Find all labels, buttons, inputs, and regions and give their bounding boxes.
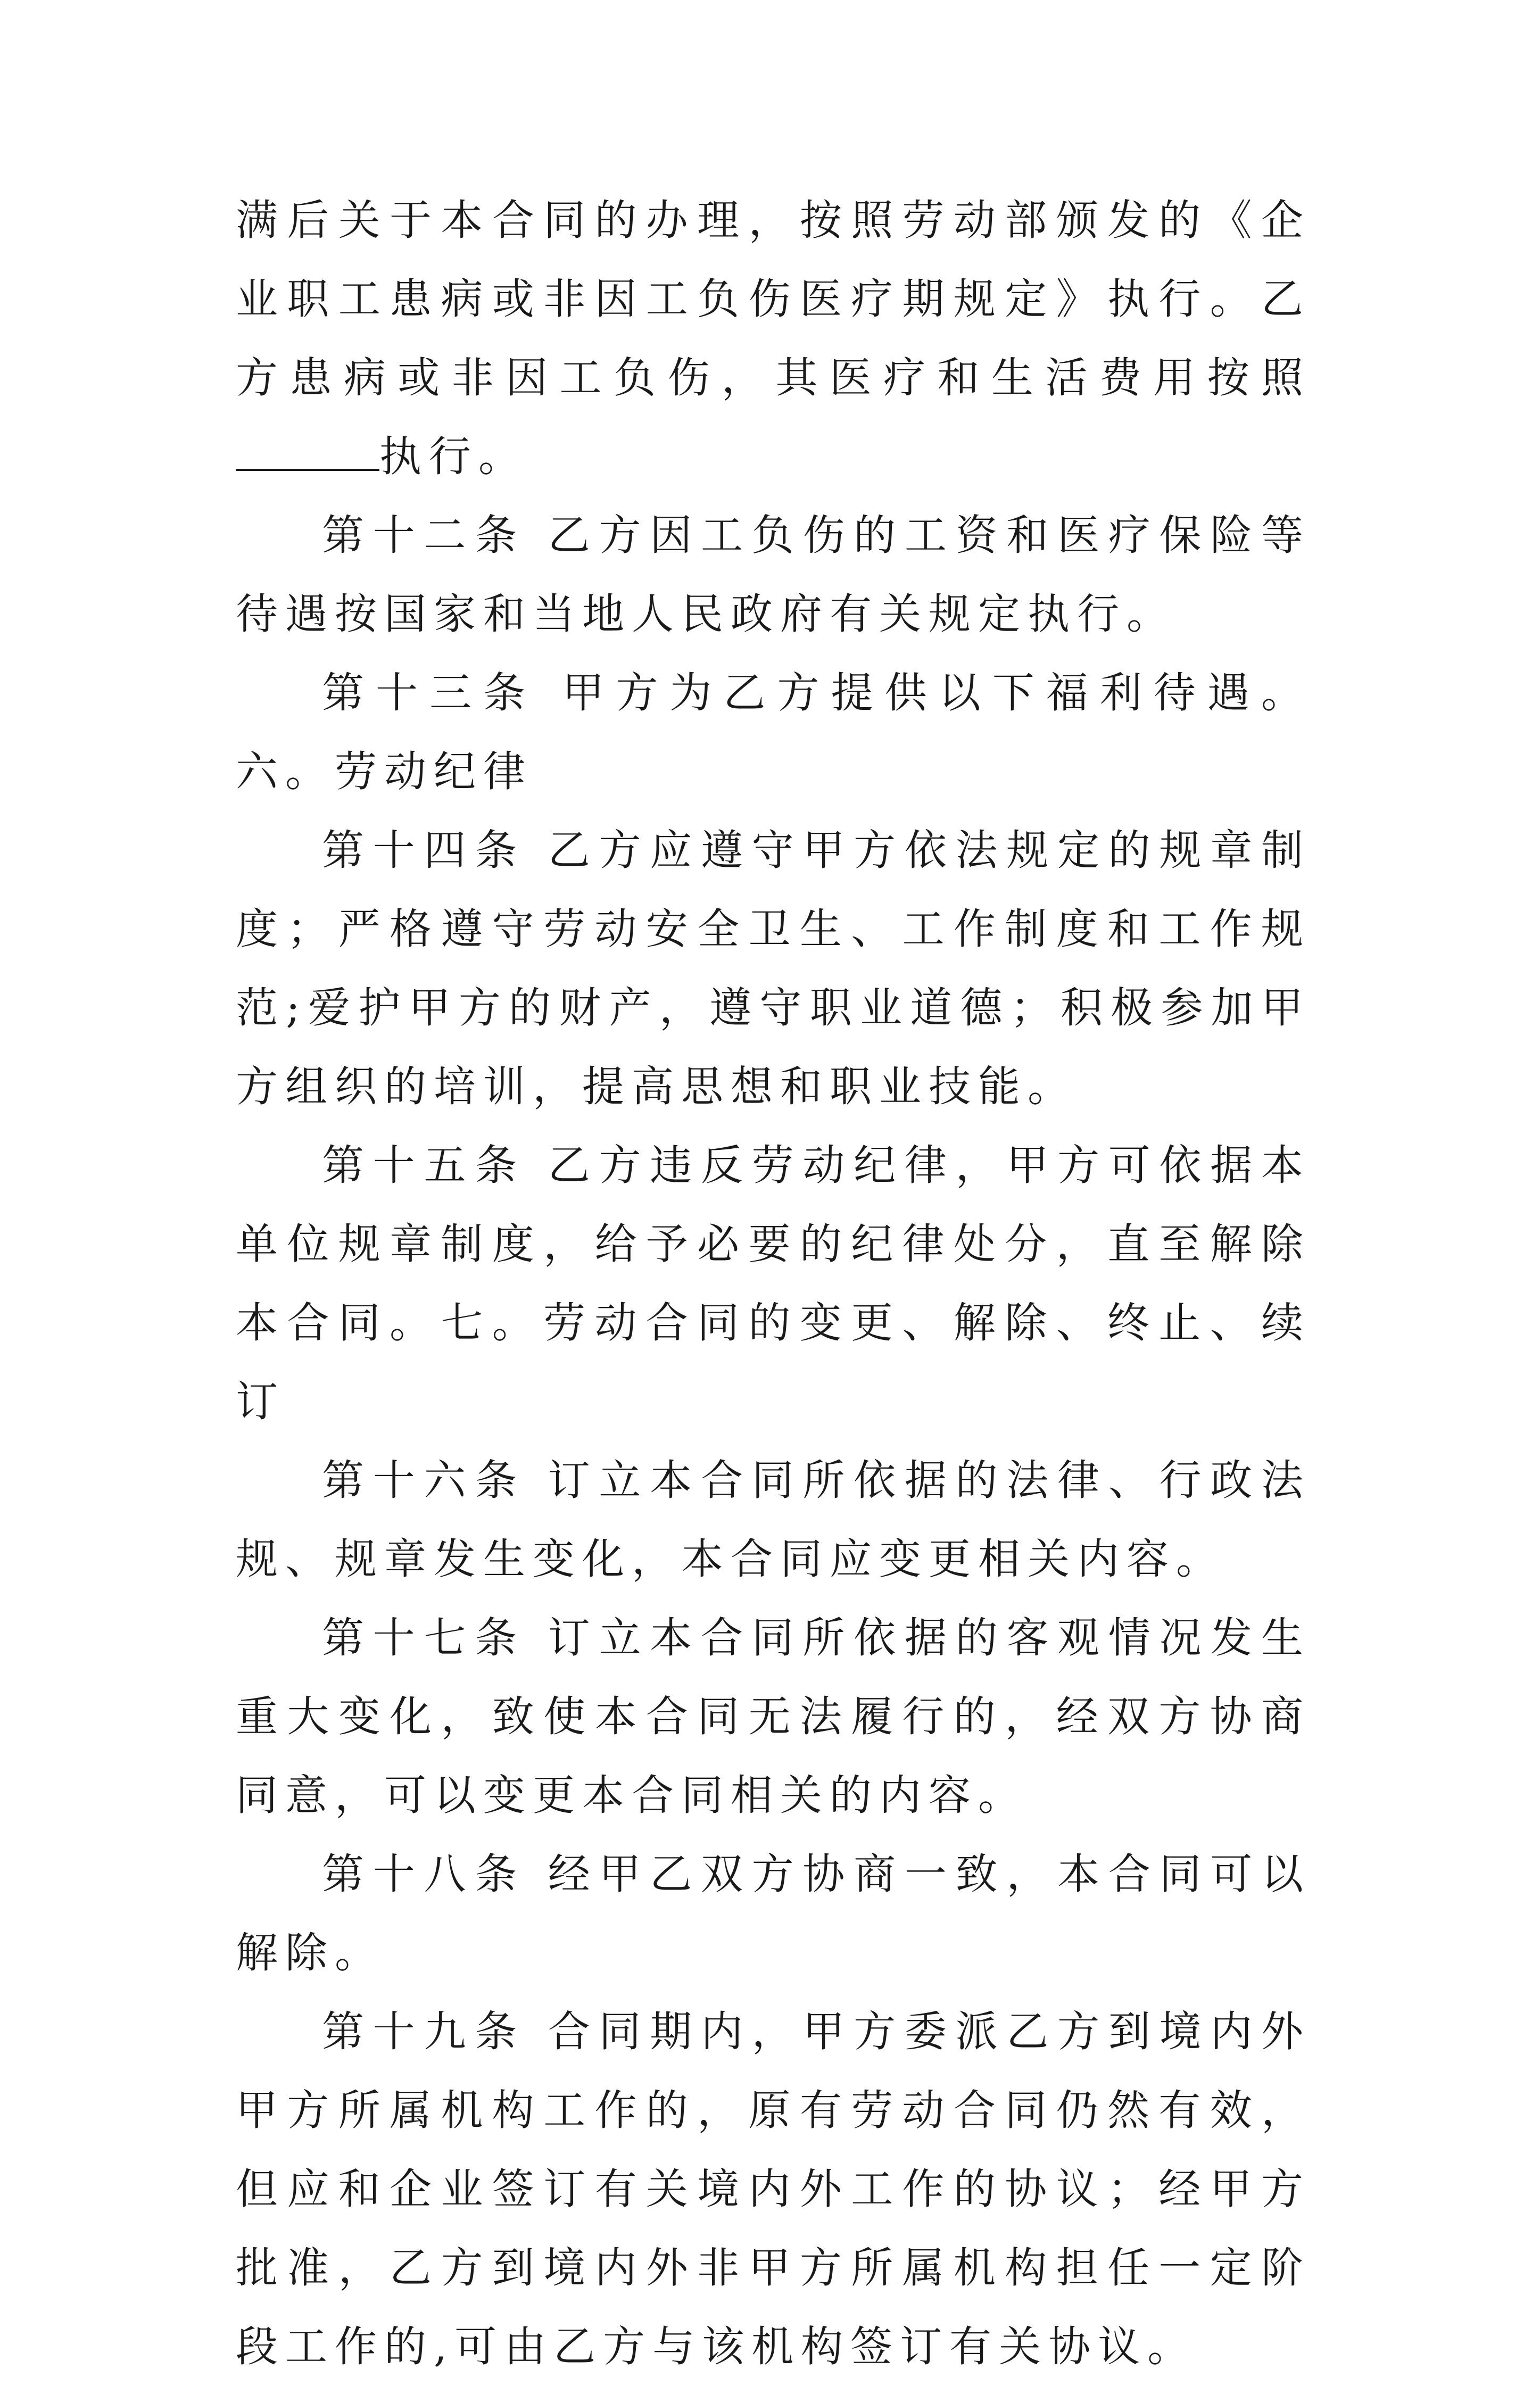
- article-16: 第十六条 订立本合同所依据的法律、行政法规、规章发生变化，本合同应变更相关内容。: [236, 1456, 1311, 1584]
- paragraph-text: 执行。: [379, 432, 528, 481]
- article-12: 第十二条 乙方因工负伤的工资和医疗保险等待遇按国家和当地人民政府有关规定执行。: [236, 511, 1311, 639]
- article-18: 第十八条 经甲乙双方协商一致，本合同可以解除。: [236, 1850, 1311, 1977]
- fill-in-blank: [236, 436, 379, 471]
- paragraph-text: 满后关于本合同的办理，按照劳动部颁发的《企业职工患病或非因工负伤医疗期规定》执行。乙方患病或非因工负伤，其医疗和生活费用按照: [236, 196, 1311, 402]
- article-14: 第十四条 乙方应遵守甲方依法规定的规章制度；严格遵守劳动安全卫生、工作制度和工作规范;爱护甲方的财产，遵守职业道德；积极参加甲方组织的培训，提高思想和职业技能。: [236, 826, 1311, 1111]
- article-19: 第十九条 合同期内，甲方委派乙方到境内外甲方所属机构工作的，原有劳动合同仍然有效，但应和企业签订有关境内外工作的协议；经甲方批准，乙方到境内外非甲方所属机构担任一定阶段工作的,可由乙方与该机构签订有关协议。: [236, 2007, 1311, 2371]
- article-13: 第十三条 甲方为乙方提供以下福利待遇。六。劳动纪律: [236, 668, 1311, 796]
- paragraph-medical-period: [236, 181, 1311, 496]
- document-body: [236, 181, 1311, 2386]
- article-17: 第十七条 订立本合同所依据的客观情况发生重大变化，致使本合同无法履行的，经双方协商同意，可以变更本合同相关的内容。: [236, 1613, 1311, 1820]
- article-15: 第十五条 乙方违反劳动纪律，甲方可依据本单位规章制度，给予必要的纪律处分，直至解除本合同。七。劳动合同的变更、解除、终止、续订: [236, 1141, 1311, 1426]
